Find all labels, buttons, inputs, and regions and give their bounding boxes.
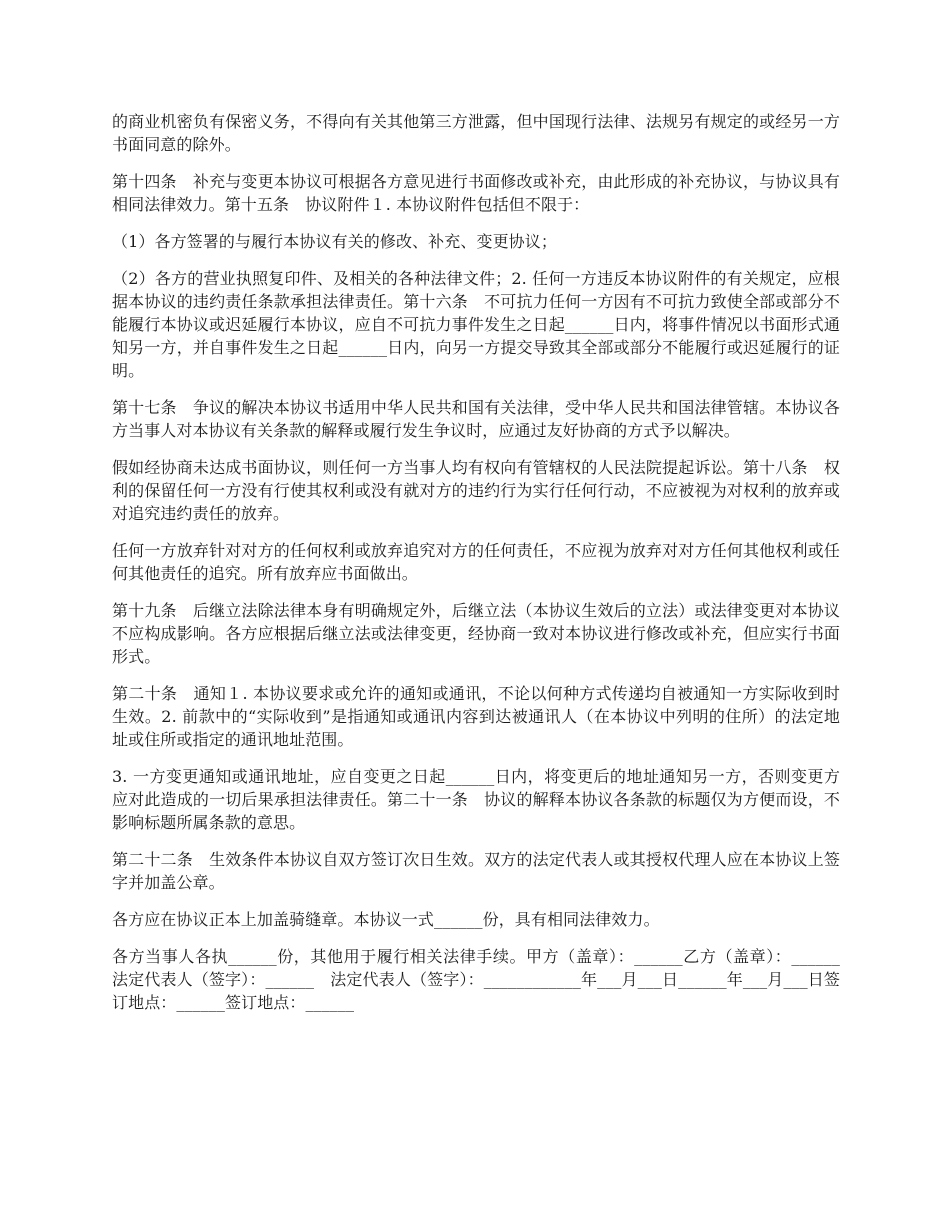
paragraph-litigation-article-18: 假如经协商未达成书面协议，则任何一方当事人均有权向有管辖权的人民法院提起诉讼。第十八条 权利的保留任何一方没有行使其权利或没有就对方的违约行为实行任何行动，不应被视为对权利的放弃或对追究违约责任的放弃。: [112, 458, 840, 523]
paragraph-article-14-15: 第十四条 补充与变更本协议可根据各方意见进行书面修改或补充，由此形成的补充协议，与协议具有相同法律效力。第十五条 协议附件１. 本协议附件包括但不限于：: [112, 172, 840, 214]
paragraph-article-22: 第二十二条 生效条件本协议自双方签订次日生效。双方的法定代表人或其授权代理人应在本协议上签字并加盖公章。: [112, 850, 840, 892]
paragraph-copies: 各方应在协议正本上加盖骑缝章。本协议一式______份，具有相同法律效力。: [112, 910, 660, 929]
paragraph-article-19: 第十九条 后继立法除法律本身有明确规定外，后继立法（本协议生效后的立法）或法律变更对本协议不应构成影响。各方应根据后继立法或法律变更，经协商一致对本协议进行修改或补充，但应实行书面形式。: [112, 601, 840, 666]
paragraph-waiver: 任何一方放弃针对对方的任何权利或放弃追究对方的任何责任，不应视为放弃对对方任何其他权利或任何其他责任的追究。所有放弃应书面做出。: [112, 541, 840, 583]
paragraph-attachment-item-2-article-16: （2）各方的营业执照复印件、及相关的各种法律文件；2. 任何一方违反本协议附件的有关规定，应根据本协议的违约责任条款承担法律责任。第十六条 不可抗力任何一方因有不可抗力致使全部或部分不能履行本协议或迟延履行本协议，应自不可抗力事件发生之日起______日内，将事件情况以书面形式通知另一方，并自事件发生之日起______日内，向另一方提交导致其全部或部分不能履行或迟延履行的证明。: [112, 269, 840, 380]
paragraph-attachment-item-1: （1）各方签署的与履行本协议有关的修改、补充、变更协议；: [112, 232, 557, 251]
paragraph-article-17: 第十七条 争议的解决本协议书适用中华人民共和国有关法律，受中华人民共和国法律管辖。本协议各方当事人对本协议有关条款的解释或履行发生争议时，应通过友好协商的方式予以解决。: [112, 398, 840, 440]
paragraph-signatures: 各方当事人各执______份，其他用于履行相关法律手续。甲方（盖章）：______乙方（盖章）：______ 法定代表人（签字）：______ 法定代表人（签字）：____________年___月___日______年___月___日签订地点：______签订地点：______: [112, 947, 873, 1012]
paragraph-confidentiality: 的商业机密负有保密义务，不得向有关其他第三方泄露，但中国现行法律、法规另有规定的或经另一方书面同意的除外。: [112, 112, 840, 154]
paragraph-article-20: 第二十条 通知１. 本协议要求或允许的通知或通讯，不论以何种方式传递均自被通知一方实际收到时生效。2. 前款中的“实际收到”是指通知或通讯内容到达被通讯人（在本协议中列明的住所）的法定地址或住所或指定的通讯地址范围。: [112, 684, 840, 749]
paragraph-address-change-article-21: 3. 一方变更通知或通讯地址，应自变更之日起______日内，将变更后的地址通知另一方，否则变更方应对此造成的一切后果承担法律责任。第二十一条 协议的解释本协议各条款的标题仅为方便而设，不影响标题所属条款的意思。: [112, 767, 840, 832]
